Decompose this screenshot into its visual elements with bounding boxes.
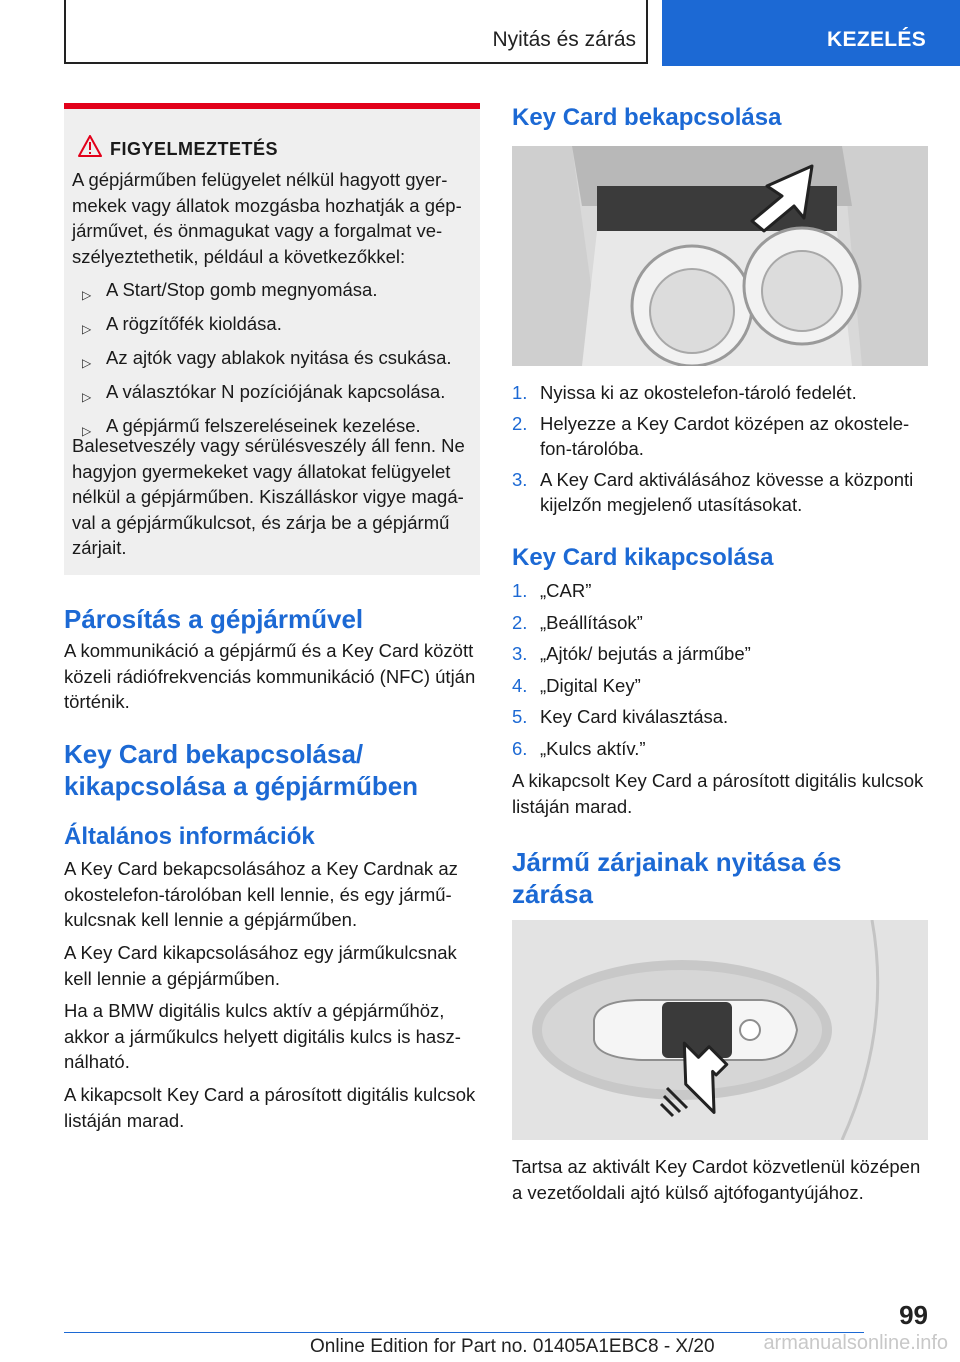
lock-text: Tartsa az aktivált Key Cardot közvetlenül középen a vezetőoldali ajtó külső ajtófogantyújához. (512, 1156, 921, 1203)
door-handle-photo (512, 920, 928, 1140)
key-card-on-heading: Key Card bekapcsolása (512, 104, 782, 131)
warning-list-item: ▷ Az ajtók vagy ablakok nyitása és csukása. (72, 345, 452, 379)
off-steps-list (512, 578, 928, 761)
step-item: 3. „Ajtók/ bejutás a járműbe” (512, 643, 751, 664)
warning-title: FIGYELMEZTETÉS (110, 139, 279, 159)
general-info-p4: A kikapcsolt Key Card a párosított digitális kulcsok listáján marad. (64, 1084, 476, 1131)
general-info-p2: A Key Card kikapcsolásához egy járműkulcsnak kell lennie a gépjárműben. (64, 942, 457, 989)
bullet-triangle-icon: ▷ (82, 322, 92, 336)
footer-rule (64, 1332, 864, 1333)
pairing-heading: Párosítás a gépjárművel (64, 604, 364, 634)
section-title: Nyitás és zárás (492, 28, 636, 51)
warning-list-item: ▷ A gépjármű felszereléseinek kezelése. (72, 413, 452, 447)
page-number: 99 (899, 1300, 928, 1330)
step-item: 2. Helyezze a Key Cardot középen az okostelefon-tárolóba. (512, 412, 910, 459)
step-item: 1. „CAR” (512, 580, 592, 601)
lock-heading: Jármű zárjainak nyitása és zárása (512, 847, 842, 909)
bullet-triangle-icon: ▷ (82, 288, 92, 302)
warning-intro: A gépjárműben felügyelet nélkül hagyott gyermekek vagy állatok mozgásba hozhatják a gépjárművet, és önmagukat vagy a forgalmat veszélyeztethetik, például a következőkkel: (72, 169, 462, 267)
bullet-triangle-icon: ▷ (82, 424, 92, 438)
general-info-p1: A Key Card bekapcsolásához a Key Cardnak az okostelefon-tárolóban kell lennie, és egy járműkulcsnak kell lennie a gépjárműben. (64, 858, 458, 930)
phone-tray-illustration (512, 146, 928, 366)
general-info-p3: Ha a BMW digitális kulcs aktív a gépjárműhöz, akkor a járműkulcs helyett digitális kulcs is használható. (64, 1000, 461, 1072)
bullet-triangle-icon: ▷ (82, 356, 92, 370)
off-note: A kikapcsolt Key Card a párosított digitális kulcsok listáján marad. (512, 770, 924, 817)
warning-triangle-icon (78, 135, 102, 157)
edition-info: Online Edition for Part no. 01405A1EBC8 - X/20 (310, 1336, 715, 1357)
warning-list-item: ▷ A választókar N pozíciójának kapcsolása. (72, 379, 452, 413)
warning-list-item: ▷ A Start/Stop gomb megnyomása. (72, 277, 452, 311)
step-item: 6. „Kulcs aktív.” (512, 737, 646, 759)
warning-list (72, 277, 452, 447)
bullet-triangle-icon: ▷ (82, 390, 92, 404)
step-item: 3. A Key Card aktiválásához kövesse a központi kijelzőn megjelenő utasításokat. (512, 468, 914, 515)
pairing-text: A kommunikáció a gépjármű és a Key Card között közeli rádiófrekvenciás kommunikáció (NFC) útján történik. (64, 640, 476, 712)
key-card-off-heading: Key Card kikapcsolása (512, 544, 774, 571)
warning-outro: Balesetveszély vagy sérülésveszély áll fenn. Ne hagyjon gyermekeket vagy állatokat felügyelet nélkül a gépjárműben. Kiszálláskor vigye magával a gépjárműkulcsot, és zárja be a gépjármű zárjait. (72, 435, 465, 558)
chapter-tab-label: KEZELÉS (827, 28, 926, 51)
general-info-heading: Általános információk (64, 823, 315, 850)
on-steps-list (512, 380, 928, 518)
warning-box (64, 103, 480, 575)
watermark-text: armanualsonline.info (763, 1332, 948, 1354)
onoff-heading: Key Card bekapcsolása/ kikapcsolása a gépjárműben (64, 739, 419, 801)
step-item: 2. „Beállítások” (512, 611, 643, 633)
chapter-tab (662, 0, 960, 66)
door-handle-illustration (512, 920, 928, 1140)
phone-tray-photo (512, 146, 928, 366)
page-header (0, 0, 960, 66)
warning-list-item: ▷ A rögzítőfék kioldása. (72, 311, 452, 345)
step-item: 4. „Digital Key” (512, 674, 641, 696)
step-item: 1. Nyissa ki az okostelefon-tároló fedelét. (512, 382, 857, 403)
step-item: 5. Key Card kiválasztása. (512, 706, 729, 727)
